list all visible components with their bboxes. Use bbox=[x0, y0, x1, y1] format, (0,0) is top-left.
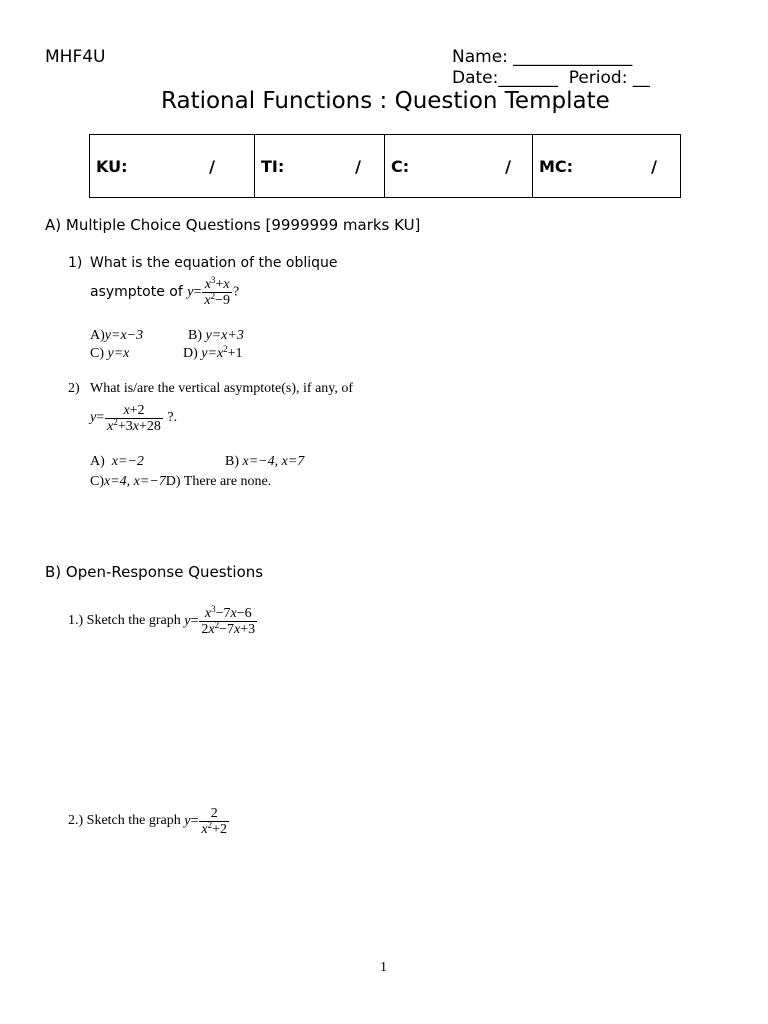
score-slash-mc: / bbox=[651, 156, 657, 176]
open-q1-text: Sketch the graph bbox=[86, 613, 181, 628]
q2-option-c-d[interactable]: C)x=4, x=−7D) There are none. bbox=[90, 474, 272, 489]
q2-text-line1: What is/are the vertical asymptote(s), if any, of bbox=[90, 381, 354, 396]
open-q2-equation: y= $\frac{2}{x^2+2}$ bbox=[184, 805, 228, 837]
score-slash-c: / bbox=[505, 156, 511, 176]
q2-equation: y = $\frac{x+2}{x^2+3x+28}$ ?. bbox=[90, 402, 178, 434]
q1-text-line1: What is the equation of the oblique bbox=[90, 255, 338, 271]
q2-number: 2) bbox=[68, 381, 80, 396]
q1-equation: y= $\frac{x^3+x}{x^2-9}$ ? bbox=[187, 274, 240, 308]
score-cell-c bbox=[385, 135, 533, 198]
date-period-line bbox=[452, 68, 650, 88]
open-q2 bbox=[68, 800, 230, 842]
page-number: 1 bbox=[380, 960, 387, 975]
name-field[interactable]: ______________ bbox=[513, 47, 633, 67]
name-line bbox=[452, 47, 632, 67]
name-label: Name: bbox=[452, 47, 514, 67]
section-a-heading: A) Multiple Choice Questions [9999999 marks KU] bbox=[45, 216, 421, 234]
score-table bbox=[89, 134, 681, 198]
q1-text-line2 bbox=[90, 272, 239, 312]
score-cell-mc bbox=[533, 135, 681, 198]
open-q1 bbox=[68, 600, 258, 642]
period-field[interactable]: __ bbox=[632, 68, 650, 88]
q1-number: 1) bbox=[68, 255, 83, 271]
q2-option-b[interactable]: B) x=−4, x=7 bbox=[225, 454, 305, 469]
open-q2-number: 2.) bbox=[68, 813, 84, 828]
q1-option-a[interactable]: A)y=x−3 bbox=[90, 328, 144, 343]
date-label: Date: bbox=[452, 68, 499, 88]
period-label: Period: bbox=[568, 68, 628, 88]
score-label-c: C: bbox=[391, 156, 410, 176]
page-title: Rational Functions : Question Template bbox=[161, 88, 610, 114]
open-q1-number: 1.) bbox=[68, 613, 84, 628]
score-cell-ku bbox=[90, 135, 255, 198]
score-slash-ku: / bbox=[209, 156, 215, 176]
open-q2-text: Sketch the graph bbox=[86, 813, 181, 828]
section-b-heading: B) Open-Response Questions bbox=[45, 563, 264, 581]
q1-option-c[interactable]: C) y=x bbox=[90, 346, 130, 361]
open-q1-equation: y= $\frac{x^3-7x-6}{2x^2-7x+3}$ bbox=[184, 603, 256, 637]
date-field[interactable]: _______ bbox=[498, 68, 558, 88]
q2-option-a[interactable]: A) x=−2 bbox=[90, 454, 144, 469]
course-code: MHF4U bbox=[45, 47, 106, 67]
score-label-mc: MC: bbox=[539, 156, 574, 176]
score-cell-ti bbox=[255, 135, 385, 198]
score-label-ti: TI: bbox=[261, 156, 285, 176]
score-label-ku: KU: bbox=[96, 156, 128, 176]
q1-asymptote-of: asymptote of bbox=[90, 284, 183, 300]
q1-option-d[interactable]: D) $y=x^2+1$ bbox=[183, 344, 243, 361]
score-slash-ti: / bbox=[355, 156, 361, 176]
q1-option-b[interactable]: B) y=x+3 bbox=[188, 328, 244, 343]
